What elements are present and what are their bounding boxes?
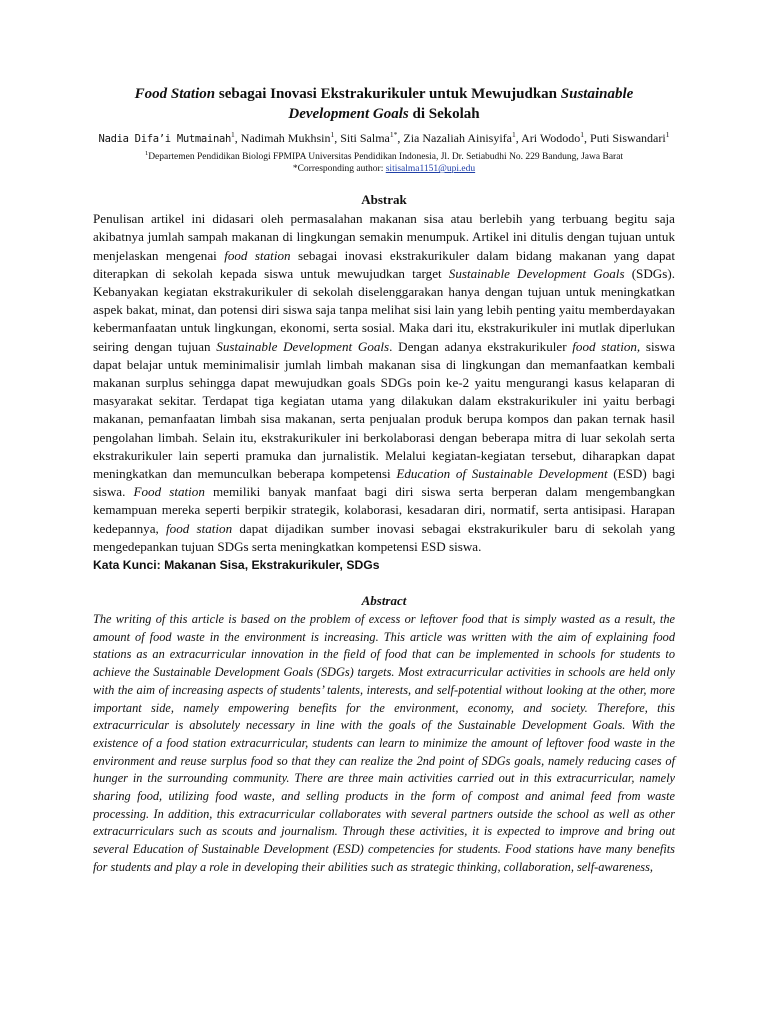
abstrak-heading: Abstrak [361,192,407,208]
abstrak-body [93,210,675,556]
author-separator: , [397,131,404,145]
abstrak-segment: memiliki banyak manfaat bagi diri siswa serta berperan dalam mengembangkan kemampuan mereka seperti berpikir strategik, kolaborasi, kesadaran diri, normatif, serta antisipasi. Harapan kedepannya, [93,484,675,536]
author-sup: 1 [665,130,670,139]
author-sup: 1* [389,130,398,139]
abstrak-italic-segment: food station [166,520,233,536]
abstrak-italic-segment: Sustainable Development Goals [448,265,625,281]
author-sup: 1 [231,130,235,139]
abstrak-italic-segment: Sustainable Development Goals [216,338,390,354]
abstrak-italic-segment: food station, [572,338,641,354]
title-part-1: Food Station [134,86,216,102]
title-part-2: sebagai Inovasi Ekstrakurikuler untuk Mewujudkan [215,86,561,102]
author-sup: 1 [512,130,516,139]
author-name: Zia Nazaliah Ainisyifa [403,131,513,145]
corresponding-label: *Corresponding author: [292,164,386,175]
author-name: Ari Wododo [521,131,581,145]
abstrak-italic-segment: food station [224,247,291,263]
abstrak-segment: (ESD) bagi siswa. [93,466,675,500]
author-separator: , [334,131,341,145]
abstrak-italic-segment: Food station [133,484,205,500]
abstrak-segment: (SDGs). Kebanyakan kegiatan ekstrakurikuler di sekolah diselenggarakan hanya dengan tujuan untuk meningkatkan aspek bakat, minat, dan potensi diri siswa saja tanpa melihat sisi lain yang lebih penting yaitu memberdayakan kebermanfaatan untuk lingkungan, ekonomi, serta sosial. Maka dari itu, ekstrakurikuler ini mutlak diperlukan seiring dengan tujuan [93,265,675,354]
title-part-4: di Sekolah [408,106,480,122]
corresponding-author [93,163,675,175]
abstrak-segment: sebagai inovasi ekstrakurikuler dalam bidang makanan yang dapat diterapkan di sekolah kepada siswa untuk mewujudkan target [93,247,676,281]
author-separator: , [515,131,522,145]
abstract-body: The writing of this article is based on the problem of excess or leftover food that is simply wasted as a result, the amount of food waste in the environment is increasing. This article was written with the aim of explaining food stations as an extracurricular innovation in the field of food that can be implemented in schools for students to achieve the Sustainable Development Goals (SDGs) targets. Most extracurricular activities in schools are held only with the aim of increasing aspects of students’ talents, interests, and self-potential without looking at the other, more important side, namely empowering benefits for the environment, economy, and society. Therefore, this extracurricular is absolutely necessary in line with the goals of the Sustainable Development Goals. With the existence of a food station extracurricular, students can learn to minimize the amount of leftover food waste in the environment and reuse surplus food so that they can realize the 2nd point of SDGs goals, namely reducing cases of hunger in the surrounding community. There are three main activities carried out in this extracurricular, namely sharing food, utilizing food waste, and selling products in the form of compost and animal feed from waste processing. In addition, this extracurricular collaborates with several partners outside the school as well as other extracurriculars such as scouts and journalism. Through these activities, it is expected to improve and bring out several Education of Sustainable Development (ESD) competencies for students. Food stations have many benefits for students and play a role in developing their abilities such as strategic thinking, collaboration, self-awareness, [93,612,675,874]
author-name: Nadimah Mukhsin [240,131,331,145]
author-sup: 1 [580,130,585,139]
author-sup: 1 [330,130,335,139]
corresponding-email-link[interactable]: sitisalma1151@upi.edu [385,164,476,175]
paper-title [93,84,675,124]
author-name: Puti Siswandari [590,131,666,145]
abstrak-segment: Penulisan artikel ini didasari oleh permasalahan makanan sisa atau berlebih yang terbuang begitu saja akibatnya jumlah sampah makanan di lingkungan semakin menumpuk. Artikel ini ditulis dengan tujuan untuk menjelaskan mengenai [93,211,675,263]
affiliation-text: Departemen Pendidikan Biologi FPMIPA Universitas Pendidikan Indonesia, Jl. Dr. Setiabudhi No. 229 Bandung, Jawa Barat [148,152,624,163]
keywords: Kata Kunci: Makanan Sisa, Ekstrakurikuler, SDGs [93,558,380,573]
abstrak-italic-segment: Education of Sustainable Development [396,466,608,481]
author-name: Nadia Difa’i Mutmainah [98,133,232,145]
abstrak-segment: dapat dijadikan sumber inovasi sebagai ekstrakurikuler baru di sekolah yang mengedepankan tujuan SDGs serta meningkatkan kompetensi ESD siswa. [93,520,676,554]
abstrak-segment: siswa dapat belajar untuk meminimalisir jumlah limbah makanan sisa di lingkungan dan memanfaatkan kembali makanan surplus sehingga dapat mewujudkan goals SDGs poin ke-2 yaitu mengurangi kasus kelaparan di masyarakat sekitar. Terdapat tiga kegiatan utama yang dilakukan dalam ekstrakurikuler ini yaitu berbagi makanan, pemanfaatan limbah sisa makanan, serta penjualan produk berupa kompos dan pakan ternak hasil pengolahan limbah. Selain itu, ekstrakurikuler ini berkolaborasi dengan beberapa mitra di luar sekolah serta ekstrakurikuler lain seperti pramuka dan jurnalistik. Melalui kegiatan-kegiatan tersebut, diharapkan dapat meningkatkan dan memunculkan beberapa kompetensi [93,338,676,481]
author-name: Siti Salma [340,131,390,145]
title-part-3: Sustainable Development Goals [288,86,634,122]
author-separator: , [234,131,241,145]
paper-page [93,84,675,877]
author-list [93,127,675,147]
affiliation-sup: 1 [144,150,149,157]
abstrak-segment: . Dengan adanya ekstrakurikuler [389,338,573,354]
affiliation [93,148,675,163]
abstract-heading: Abstract [361,593,407,609]
author-separator: , [584,131,591,145]
